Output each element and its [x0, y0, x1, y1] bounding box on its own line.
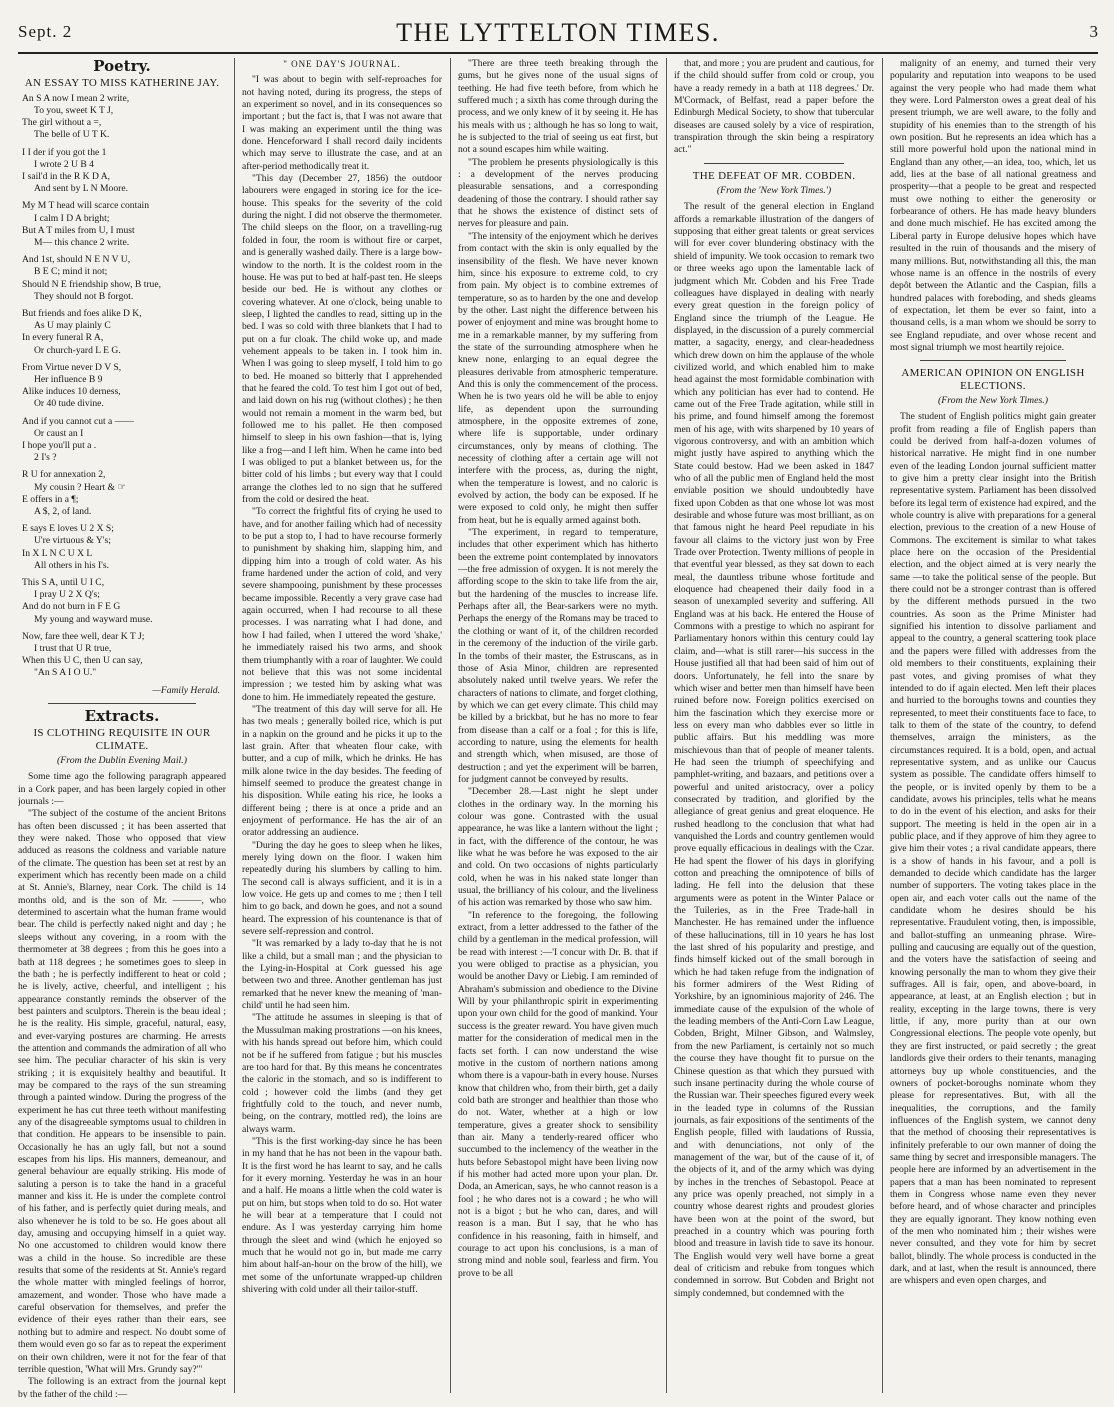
poem-line: My young and wayward muse.: [34, 613, 153, 625]
poem-line: But A T miles from U, I must: [22, 224, 135, 236]
article-source: (From the New York Times.): [937, 394, 1049, 406]
column-2: [242, 58, 442, 1398]
poem-line: And if you cannot cut a ——: [22, 415, 134, 427]
masthead-rule: [18, 52, 1098, 54]
paragraph: "During the day he goes to sleep when he likes, merely lying down on the floor. I waken him repeatedly during his slumbers by calling to him. The second call is always sufficient, and it is in a low voice. He gets up and comes to me ; then I tell him to go back, and down he goes, and not a sound heard. The expression of his countenance is that of severe self-repression and control.: [242, 839, 442, 938]
article-source: (From the 'New York Times.'): [716, 185, 832, 197]
article-body: [18, 771, 226, 1398]
article-body: [890, 411, 1096, 1287]
poem-line: B E C; mind it not;: [34, 266, 108, 278]
poem-line: They should not B forgot.: [34, 290, 134, 302]
article-title: AMERICAN OPINION ON ENGLISH ELECTIONS.: [901, 367, 1085, 392]
poem-line: To you, sweet K T J,: [34, 104, 114, 116]
poem-line: M— this chance 2 write.: [34, 236, 130, 248]
poem-stanza: [18, 469, 226, 518]
paragraph: "The problem he presents physiologically is this : a development of the nerves producing pleasurable sensations, and a corresponding deadening of those the contrary. I should rather say that he shows the existence of distinct sets of nerves for pleasure and pain.: [458, 156, 658, 230]
poem-line: I I der if you got the 1: [22, 146, 107, 158]
masthead: [18, 14, 1098, 54]
poem-line: In X L N C U X L: [22, 547, 93, 559]
poem-line: Or church-yard L E G.: [34, 344, 121, 356]
poem-line: Now, fare thee well, dear K T J;: [22, 630, 145, 642]
poem-line: Her influence B 9: [34, 373, 103, 385]
poem-stanza: [18, 523, 226, 572]
poem-line: And 1st, should N E N V U,: [22, 254, 131, 266]
poem-line: Or 40 tude divine.: [34, 398, 104, 410]
masthead-date: Sept. 2: [18, 22, 73, 41]
paragraph: The result of the general election in England affords a remarkable illustration of the dangers of supposing that either great talents or great services will for ever cover blundering obstinacy with the shield of impunity. We took occasion to remark two or three weeks ago upon the lamentable lack of judgment which Mr. Cobden and his Free Trade colleagues have displayed in dealing with nearly every great question in the foreign policy of England since the triumph of the League. He displayed, in the discussion of a purely commercial matter, a sagacity, energy, and clear-headedness which drew down on him the applause of the whole civilized world, and which enabled him to make head against the most formidable combination with which any politician has ever had to contend. He came out of the Free Trade agitation, while still in his prime, and found himself among the foremost men of his age, with wits sharpened by 10 years of vigorous controversy, and with an ambition which might justly have aspired to anything which the State could bestow. Had we been asked in 1847 who of all the public men of England held the most enviable position we should undoubtedly have fixed upon Cobden as that one whose lot was most desirable and whose future was most brilliant, as on that famous night he heard Peel repudiate in his favour all claims to the victory just won by Free Trade over Protection. Twenty millions of people in that eventful year blessed, as they sat down to each meal, the dauntless tribune whose fortitude and eloquence had cheapened their daily food in a season of unexampled severity and suffering. All England was at his back. He entered the House of Commons with a prestige to which no aspirant for Parliamentary honors within this century could lay claim, and—what is still rarer—his success in the House justified all that had been said of him out of doors. Unfortunately, he fell into the snare by which wiser and better men than himself have been ruined before now. Foreign politics exercised on him the fascination which they exercise more or less on every man who dabbles ever so little in public affairs. But his meddling was more mischievous than that of people of meaner talents. He had seen the triumph of speechifying and pamphlet-writing, and bazaars, and petitions over a powerful and united aristocracy, over a policy consecrated by tradition, and glorified by the allegiance of great genius and great eloquence. He rushed headlong to the conclusion that what had vanquished the Lords and country gentlemen would prove equally efficacious in dealings with the Czar. He had spent the flower of his days in glorifying cotton and preaching the omnipotence of bills of lading. He fell into the delusion that these arguments were as potent in the Winter Palace or the Tuileries, as in the Free Trade-hall in Manchester. He has remained under the influence of these hallucinations, till in 10 years he has lost the last shred of his popularity and prestige, and finds himself kicked out of the small borough in which he had taken refuge from the indignation of his former admirers of the West Riding of Yorkshire, by an ignominious majority of 246. The immediate cause of the expulsion of the whole of the leading members of the Anti-Corn Law League, Cobden, Bright, Milner Gibson, and Walmsley, from the new Parliament, is certainly not so much the course they have thought fit to pursue on the Chinese question as that which they pursued with such insane pertinacity during the whole course of the Russian war. Their speeches figured every week in the leaded type in columns of the Russian journals, as fair expositions of the sentiments of the English people, filled with laudations of Russia, and with denunciations, not only of the management of the war, but of the cause of it, of the objects of it, and of the army which was dying by inches in the trenches of Sebastopol. Peace at any price was openly preached, not simply in a country whose dearest rights and proudest glories have been won at the point of the sword, but preached in a country which was pouring forth blood and treasure in lavish tide to save its honour. The English would very well have borne a great deal of criticism and rebuke from tongues which condemned in sorrow. But Cobden and Bright not simply condemned, but condemned with the: [674, 201, 874, 1299]
column-divider: [450, 58, 451, 1393]
poem-source: —Family Herald.: [152, 684, 220, 696]
poem-line: I sail'd in the R K D A,: [22, 170, 111, 182]
paragraph: "There are three teeth breaking through the gums, but he gives none of the usual signs of teething. He had five teeth before, from which he suffered much ; a sixth has come through during the process, and we only knew of it by seeing it. He has his meals with us ; although he has so long to wait, he is subjected to the trial of seeing us eat first, but not a sound escapes him while waiting.: [458, 58, 658, 156]
column-divider: [882, 58, 883, 1393]
paragraph: "The treatment of this day will serve for all. He has two meals ; generally boiled rice, which is put in a napkin on the ground and he picks it up to the last grain. After that wheaten flour cake, with butter, and a cup of milk, which he drinks. He has milk alone twice in the day besides. The feeding of himself seemed to produce the greatest change in his disposition. While eating his rice, he looks a different being ; there is at once a pride and an enjoyment of performance. He has the air of an orator addressing an audience.: [242, 703, 442, 839]
poem-line: I wrote 2 U B 4: [34, 158, 94, 170]
poem-stanza: [18, 577, 226, 626]
article-body: [458, 58, 658, 1280]
article-source: (From the Dublin Evening Mail.): [57, 755, 187, 766]
poem-line: 2 I's ?: [34, 452, 57, 464]
poem-line: All others in his I's.: [34, 559, 110, 571]
extracts-section-heading: Extracts.: [84, 706, 160, 725]
poem-line: R U for annexation 2,: [22, 469, 106, 481]
poem-stanza: [18, 147, 226, 196]
poem-line: From Virtue never D V S,: [22, 361, 122, 373]
paragraph: "In reference to the foregoing, the following extract, from a letter addressed to the father of the child by a gentleman in the medical profession, will be read with interest :—'I concur with Dr. B. that if you were obliged to practise as a physician, you would be another Davy or Liebig. I am reminded of Abraham's submission and obedience to the Divine Will by your philanthropic spirit in experimenting upon your own child for the good of mankind. Your success is the greater reward. You have given much matter for the consideration of medical men in the facts set forth. I can now understand the wise motive in the custom of northern nations among whom there is a vapour-bath in every house. Nurses know that children who, from their birth, get a daily cold bath are stronger and healthier than those who do not. Water, whether at a high or low temperature, gives a greater shock to sensibility than air. Many a tenderly-reared officer who succumbed to the inclemency of the weather in the huts before Sebastopol might have been living now if his mother had acted more upon your plan. Dr. Doda, an American, says, he who cannot reason is a fool ; he who dares not is a coward ; he who will not is a bigot ; but he who can, dares, and will reason is a man. But I say, that he who has confidence in his reasoning, faith in himself, and courage to act upon his conclusions, is a man of strong mind and noble soul, fearless and firm. You prove to be all: [458, 909, 658, 1279]
paragraph: The student of English politics might gain greater profit from reading a file of English papers than could be derived from half-a-dozen volumes of historical narrative. He might find in one number even of the leading London journal sufficient matter to give him a pretty clear insight into the British representative system. Parliament has been dissolved before its legal term of existence had expired, and the whole country is alive with preparations for a general election, previous to the creation of a new House of Commons. The excitement is similar to what takes place here on the occasion of the Presidential election, and the object aimed at is very nearly the same —to take the political sense of the people. But there could not be a stronger contrast than is offered by the different methods pursued in the two countries. As soon as the Prime Minister had signified his intention to dissolve parliament and appeal to the country, a general scattering took place and the papers were filled with addresses from the old members to their constituents, explaining their past votes, and giving promises of what they intended to do if again elected. Men left their places and hurried to the boroughs towns and counties they represented, to meet their constituents face to face, to talk to them of the state of the country, to defend themselves, arraign the ministers, as the circumstances required. It is a bold, open, and actual representative system, and as unlike our Caucus system as possible. The candidate offers himself to the people, or is invited openly by them to be a candidate, avows his principles, tells what he means to do in the event of his election, and asks for their support. The meeting is held in the open air in a public place, and if they approve of him they agree to give him their votes ; a rival candidate appears, there is a show of hands in his favour, and a poll is demanded to decide which candidate has the larger number of supporters. The voting takes place in the open air, and each voter calls out the name of the candidate whom he desires should be his representative. Fraudulent voting, then, is impossible, and ballot-stuffing an unmeaning phrase. Wire-pulling and caucusing are equally out of the question, and the voters have the satisfaction of seeing and knowing personally the man to whom they give their suffrages. All is fair, open, and above-board, in appearance, at least, at an English election ; but in reality, excepting in the large towns, there is very little, if any, more purity than at our own Congressional elections. The people vote openly, but they are first instructed, or paid secretly ; the great landlords give their orders to their tenants, managing attorneys buy up whole constituencies, and the owners of pocket-boroughs nominate whom they please for representatives. But, with all the inequalities, the corruptions, and the family influences of the English system, we cannot deny that the method of choosing their representatives is infinitely preferable to our own manner of doing the same thing by secret and irresponsible managers. The people here are informed by an advertisement in the papers that a man has been nominated to represent them in Congress whose name even they never before heard, and of whose character and principles they are equally ignorant. They know nothing even of the men who nominated him ; their wishes were never consulted, and they vote for him by secret ballot, blindly. The whole process is conducted in the dark, and at last, when the result is announced, there are whispers and even open charges, and: [890, 411, 1096, 1287]
masthead-title: THE LYTTELTON TIMES.: [396, 18, 720, 47]
paragraph: that, and more ; you are prudent and cautious, for if the child should suffer from cold or croup, you have a ready remedy in a bath at 118 degrees.' Dr. M'Cormack, of Belfast, read a paper before the Edinburgh Medical Society, to show that tubercular diseases are caused solely by a vice of respiration, transpiration through the skin being a respiratory act.": [674, 58, 874, 156]
paragraph: "I was about to begin with self-reproaches for not having noted, during its progress, the steps of an experiment so novel, and in its consequences so important ; but the fact is, that I was not aware that I was making an experiment until the thing was done. Henceforward I shall record daily incidents which may serve to illustrate the case, and at an after-period methodically treat it.: [242, 74, 442, 172]
paragraph: "December 28.—Last night he slept under clothes in the ordinary way. In the morning his colour was gone. Contrasted with the usual appearance, he was like a lantern without the light ; in fact, with the difference of the contour, he was like what he was before he was exposed to the air and cold. On two occasions of nights particularly cold, when he was in his naked state longer than usual, the brilliancy of his colour, and the liveliness of his action was remarked by those who saw him.: [458, 786, 658, 909]
paragraph: Some time ago the following paragraph appeared in a Cork paper, and has been largely copied in other journals :—: [18, 771, 226, 808]
paragraph: "This day (December 27, 1856) the outdoor labourers were engaged in storing ice for the ice-house. This speaks for the severity of the cold during the night. I did not observe the thermometer. The child sleeps on the floor, on a travelling-rug folded in four, the room is without fire or carpet, and is generally washed daily. There is a large bow-window to the north. It is the coldest room in the house. He was put to bed at half-past ten. He sleeps beside our bed. He is without any clothes or covering whatever. At one o'clock, being unable to sleep, I lighted the candles to read, sitting up in the bed. I was so cold with three blankets that I had to put on a fur cloak. The child woke up, and made vehement appeals to be taken in. I took him in. When I was going to sleep myself, I told him to go to bed. He moaned so bitterly that I apprehended that he feared the cold. To test him I got out of bed, and laid down on his rug (without clothes) ; he then would not remain a moment in the warm bed, but followed me to his pallet. He then composed himself to sleep in his own fashion—that is, lying like a frog—and I left him. When he came into bed I was obliged to put a blanket between us, for the bitter cold of his limbs ; but every way that I could arrange the clothes led to no sign that he suffered from the cold or desired the heat.: [242, 173, 442, 506]
article-body: [674, 58, 874, 157]
poem-line: When this U C, then U can say,: [22, 655, 143, 667]
article-body: [674, 201, 874, 1300]
poem-line: The belle of U T K.: [34, 129, 110, 141]
paragraph: malignity of an enemy, and turned their very popularity and reputation into weapons to be used against the very people who had made them what they were. Lord Palmerston owes a great deal of his present triumph, we are well aware, to the folly and stupidity of his enemies than to the strength of his own position. But he represents an idea which has a still more powerful hold upon the national mind in England than any other,—an idea, too, which, let us add, lies at the base of all national greatness and prosperity—that a people to be great and respected must owe nothing to either the generosity or forbearance of others. He has made heavy blunders and done much mischief. He has excited among the Liberal party in Europe delusive hopes which have resulted in the ruin of thousands and the misery of many millions. But, notwithstanding all this, the man whose name is an offence in the nostrils of every depôt between the Atlantic and the Caspian, fills a hundred palaces with foreboding, and sheds gleams of expectation, let them be ever so faint, into a thousand cells, is a man whom we should be sorry to see England repudiate, and over whose recent and most signal triumph we most heartily rejoice.: [890, 58, 1096, 353]
paragraph: The following is an extract from the journal kept by the father of the child :—: [18, 1376, 226, 1398]
article-body: [242, 74, 442, 1296]
poem-line: E offers in a ¶;: [22, 493, 79, 505]
section-divider: [920, 360, 1066, 361]
poem-line: Should N E friendship show, B true,: [22, 278, 162, 290]
paragraph: "The experiment, in regard to temperature, includes that other experiment which has hitherto been the extreme point contemplated by innovators—the free admission of oxygen. It is not merely the affording scope to the skin to take life from the air, but the hardening of the muscles to increase life. Perhaps after all, the Bear-sarkers were no myth. Perhaps the energy of the Romans may be traced to the clothing or want of it, of the children recorded in the ceremony of the induction of the virile garb. In the tombs of their master, the Estruscans, as in those of Asia Minor, children are represented absolutely naked until twelve years. We refer the characters of nations to climate, and forget clothing, by which we can get every climate. This child may be killed by a brickbat, but he has no more to fear from disease than a calf or a foal ; for this is life, according to nature, using the elements for health and strength which, when misused, are those of destruction ; and yet the experiment will be barren, for judgment cannot be conveyed by results.: [458, 527, 658, 785]
poem-line: And do not burn in F E G: [22, 601, 121, 613]
article-body: [890, 58, 1096, 354]
page-number: 3: [1089, 22, 1098, 41]
poem-title: AN ESSAY TO MISS KATHERINE JAY.: [24, 77, 220, 90]
poem-line: I hope you'll put a .: [22, 439, 97, 451]
paragraph: "This is the first working-day since he has been in my hand that he has not been in the vapour bath. It is the first word he has learnt to say, and he calls for it every morning. Yesterday he was in an hour and a half. He moans a little when the cold water is put on him, but stops when told to do so. Hot water he will bear at a temperature that I could not endure. As I was yesterday carrying him home through the sleet and wind (which he enjoyed so much that he would not go in, but made me carry him about half-an-hour on the brow of the hill), we met some of the unfortunate wrapped-up children shivering with cold under all their tailor-stuff.: [242, 1135, 442, 1296]
poem-line: An S A now I mean 2 write,: [22, 92, 130, 104]
poem-line: My cousin ? Heart & ☞: [34, 481, 126, 493]
column-divider: [234, 58, 235, 1393]
newspaper-columns: [18, 58, 1098, 1398]
poem-line: I trust that U R true,: [34, 643, 112, 655]
article-title: THE DEFEAT OF MR. COBDEN.: [692, 169, 856, 182]
paragraph: "The subject of the costume of the ancient Britons has often been discussed ; it has been asserted that they were naked. Those who opposed that view adduced as reasons the coldness and variable nature of the climate. The question has been set at rest by an experiment which has recently been made on a child at St. Annie's, Blarney, near Cork. The child is 14 months old, and is the son of Mr. ———, who determined to ascertain what the human frame would bear. The child is perfectly naked night and day ; he sleeps without any covering, in a room with the thermometer at 38 degrees ; from this he goes into a bath at 118 degrees ; he sometimes goes to sleep in the bath ; he is perfectly indifferent to heat or cold ; he is lively, active, cheerful, and intelligent ; his appearance constantly reminds the observer of the best painters and sculptors. Therein is the beau ideal ; he is the reality. His simple, graceful, natural, easy, and ever-varying postures are charming. He arrests the attention and commands the admiration of all who see him. The peculiar character of his skin is very striking ; it is exquisitely healthy and beautiful. It may be compared to the rays of the sun streaming through a painted window. During the progress of the experiment he has cut three teeth without manifesting any of the disagreeable symptoms usual to children in that condition. He appears to be insensible to pain. Occasionally he has an ugly fall, but not a sound escapes from his lips. His manners, demeanour, and general behaviour are equally striking. His mode of saluting a person is to take the hand in a graceful manner and kiss it. He is under the complete control of his father, and is perfectly quiet during meals, and also whenever he is told to be so. He goes about all day, amusing and occupying himself in a quiet way. No one accustomed to children would know there was a child in the house. So incredible are these results that some of the residents at St. Annie's regard the whole matter with mingled feelings of horror, amazement, and wonder. Those who have made a careful observation for themselves, and prefer the evidence of their eyes rather than their ears, see nothing but to admire and respect. No doubt some of them would even go so far as to repeat the experiment on their own children, were it not for the fear of that terrible question, 'What will Mrs. Grundy say?'": [18, 808, 226, 1375]
column-5: [890, 58, 1096, 1398]
poem-line: "An S A I O U.": [34, 667, 97, 679]
section-divider: [704, 163, 844, 164]
column-divider: [666, 58, 667, 1393]
poem-line: E says E loves U 2 X S;: [22, 523, 114, 535]
poetry-section-heading: Poetry.: [93, 58, 151, 75]
paragraph: "The intensity of the enjoyment which he derives from contact with the skin is only equalled by the insensibility of the flesh. We have never known him, since his exposure to extreme cold, to cry from pain. My object is to combine extremes of temperature, so as to harden by the one and develop by the other. Last night the difference between his power of enjoyment and mine was brought home to me in a remarkable manner, by my suffering from the state of the surrounding atmosphere when he knew none, enlarging to an equal degree the pleasures derivable from atmospheric temperature. And this is only the commencement of the process. When he is two years old he will be able to enjoy life, as dependent upon the surrounding atmosphere, in the opposite extremes of zone, where life is supportable, under ordinary circumstances, only by means of clothing. The necessity of clothing after a certain age will not interfere with the process, as, during the night, when the temperature is lowest, and no caloric is evolved by action, the body can be exposed. If he were exposed to cold only, he might then suffer from heat, but he is equally armed against both.: [458, 230, 658, 526]
poem-line: I calm I D A bright;: [34, 212, 110, 224]
poem-line: My M T head will scarce contain: [22, 200, 149, 212]
journal-heading: " ONE DAY'S JOURNAL.: [283, 59, 401, 69]
poem-line: Alike induces 10 derness,: [22, 386, 121, 398]
paragraph: "It was remarked by a lady to-day that he is not like a child, but a small man ; and the physician to the Lying-in-Hospital at Cork guessed his age between two and three. Another gentleman has just remarked that he never knew the meaning of 'man-child' until he had seen him.: [242, 938, 442, 1012]
poem-stanza: [18, 200, 226, 249]
poem-line: And sent by L N Moore.: [34, 183, 128, 195]
poem-line: But friends and foes alike D K,: [22, 307, 142, 319]
column-4: [674, 58, 874, 1398]
poem-line: In every funeral R A,: [22, 332, 104, 344]
poem-stanza: [18, 416, 226, 465]
poem-line: I pray U 2 X Q's;: [34, 589, 100, 601]
poem-stanza: [18, 93, 226, 142]
poem-line: Or caust an I: [34, 427, 84, 439]
column-1: [18, 58, 226, 1398]
poem: [18, 93, 226, 680]
poem-line: A $, 2, of land.: [34, 505, 92, 517]
poem-stanza: [18, 362, 226, 411]
article-title: IS CLOTHING REQUISITE IN OUR CLIMATE.: [33, 727, 211, 752]
poem-line: This S A, until U I C,: [22, 577, 105, 588]
poem-line: The girl without a =,: [22, 117, 102, 129]
section-divider: [48, 703, 196, 704]
poem-stanza: [18, 631, 226, 680]
poem-line: As U may plainly C: [34, 320, 111, 332]
paragraph: "The attitude he assumes in sleeping is that of the Mussulman making prostrations —on his knees, with his hands spread out before him, which could not be if he suffered from fatigue ; but his muscles are too hard for that. By this means he concentrates the caloric in the stomach, and so is indifferent to cold ; however cold the limbs (and they get frightfully cold to the touch, and never numb, being, on the contrary, mottled red), the loins are always warm.: [242, 1012, 442, 1135]
poem-line: U're virtuous & Y's;: [34, 535, 111, 547]
poem-stanza: [18, 254, 226, 303]
paragraph: "To correct the frightful fits of crying he used to have, and for another failing which had of necessity to be put a stop to, I had to have recourse formerly to punishment by shaking him, slapping him, and dipping him into a trough of cold water. As his frame hardened under the action of cold, and very severe shampooing, punishment by these processes became impossible. Recently a very grave case had again occurred, when I had recourse to all these processes. I was narrating what I had done, and how I had failed, when I uttered the word 'shake,' he immediately raised his two arms, and shook them triumphantly with a roar of laughter. We could not believe that this was not some incidental impression ; we tested him by asking what was done to him. He immediately repeated the gesture.: [242, 506, 442, 703]
poem-stanza: [18, 308, 226, 357]
column-3: [458, 58, 658, 1398]
